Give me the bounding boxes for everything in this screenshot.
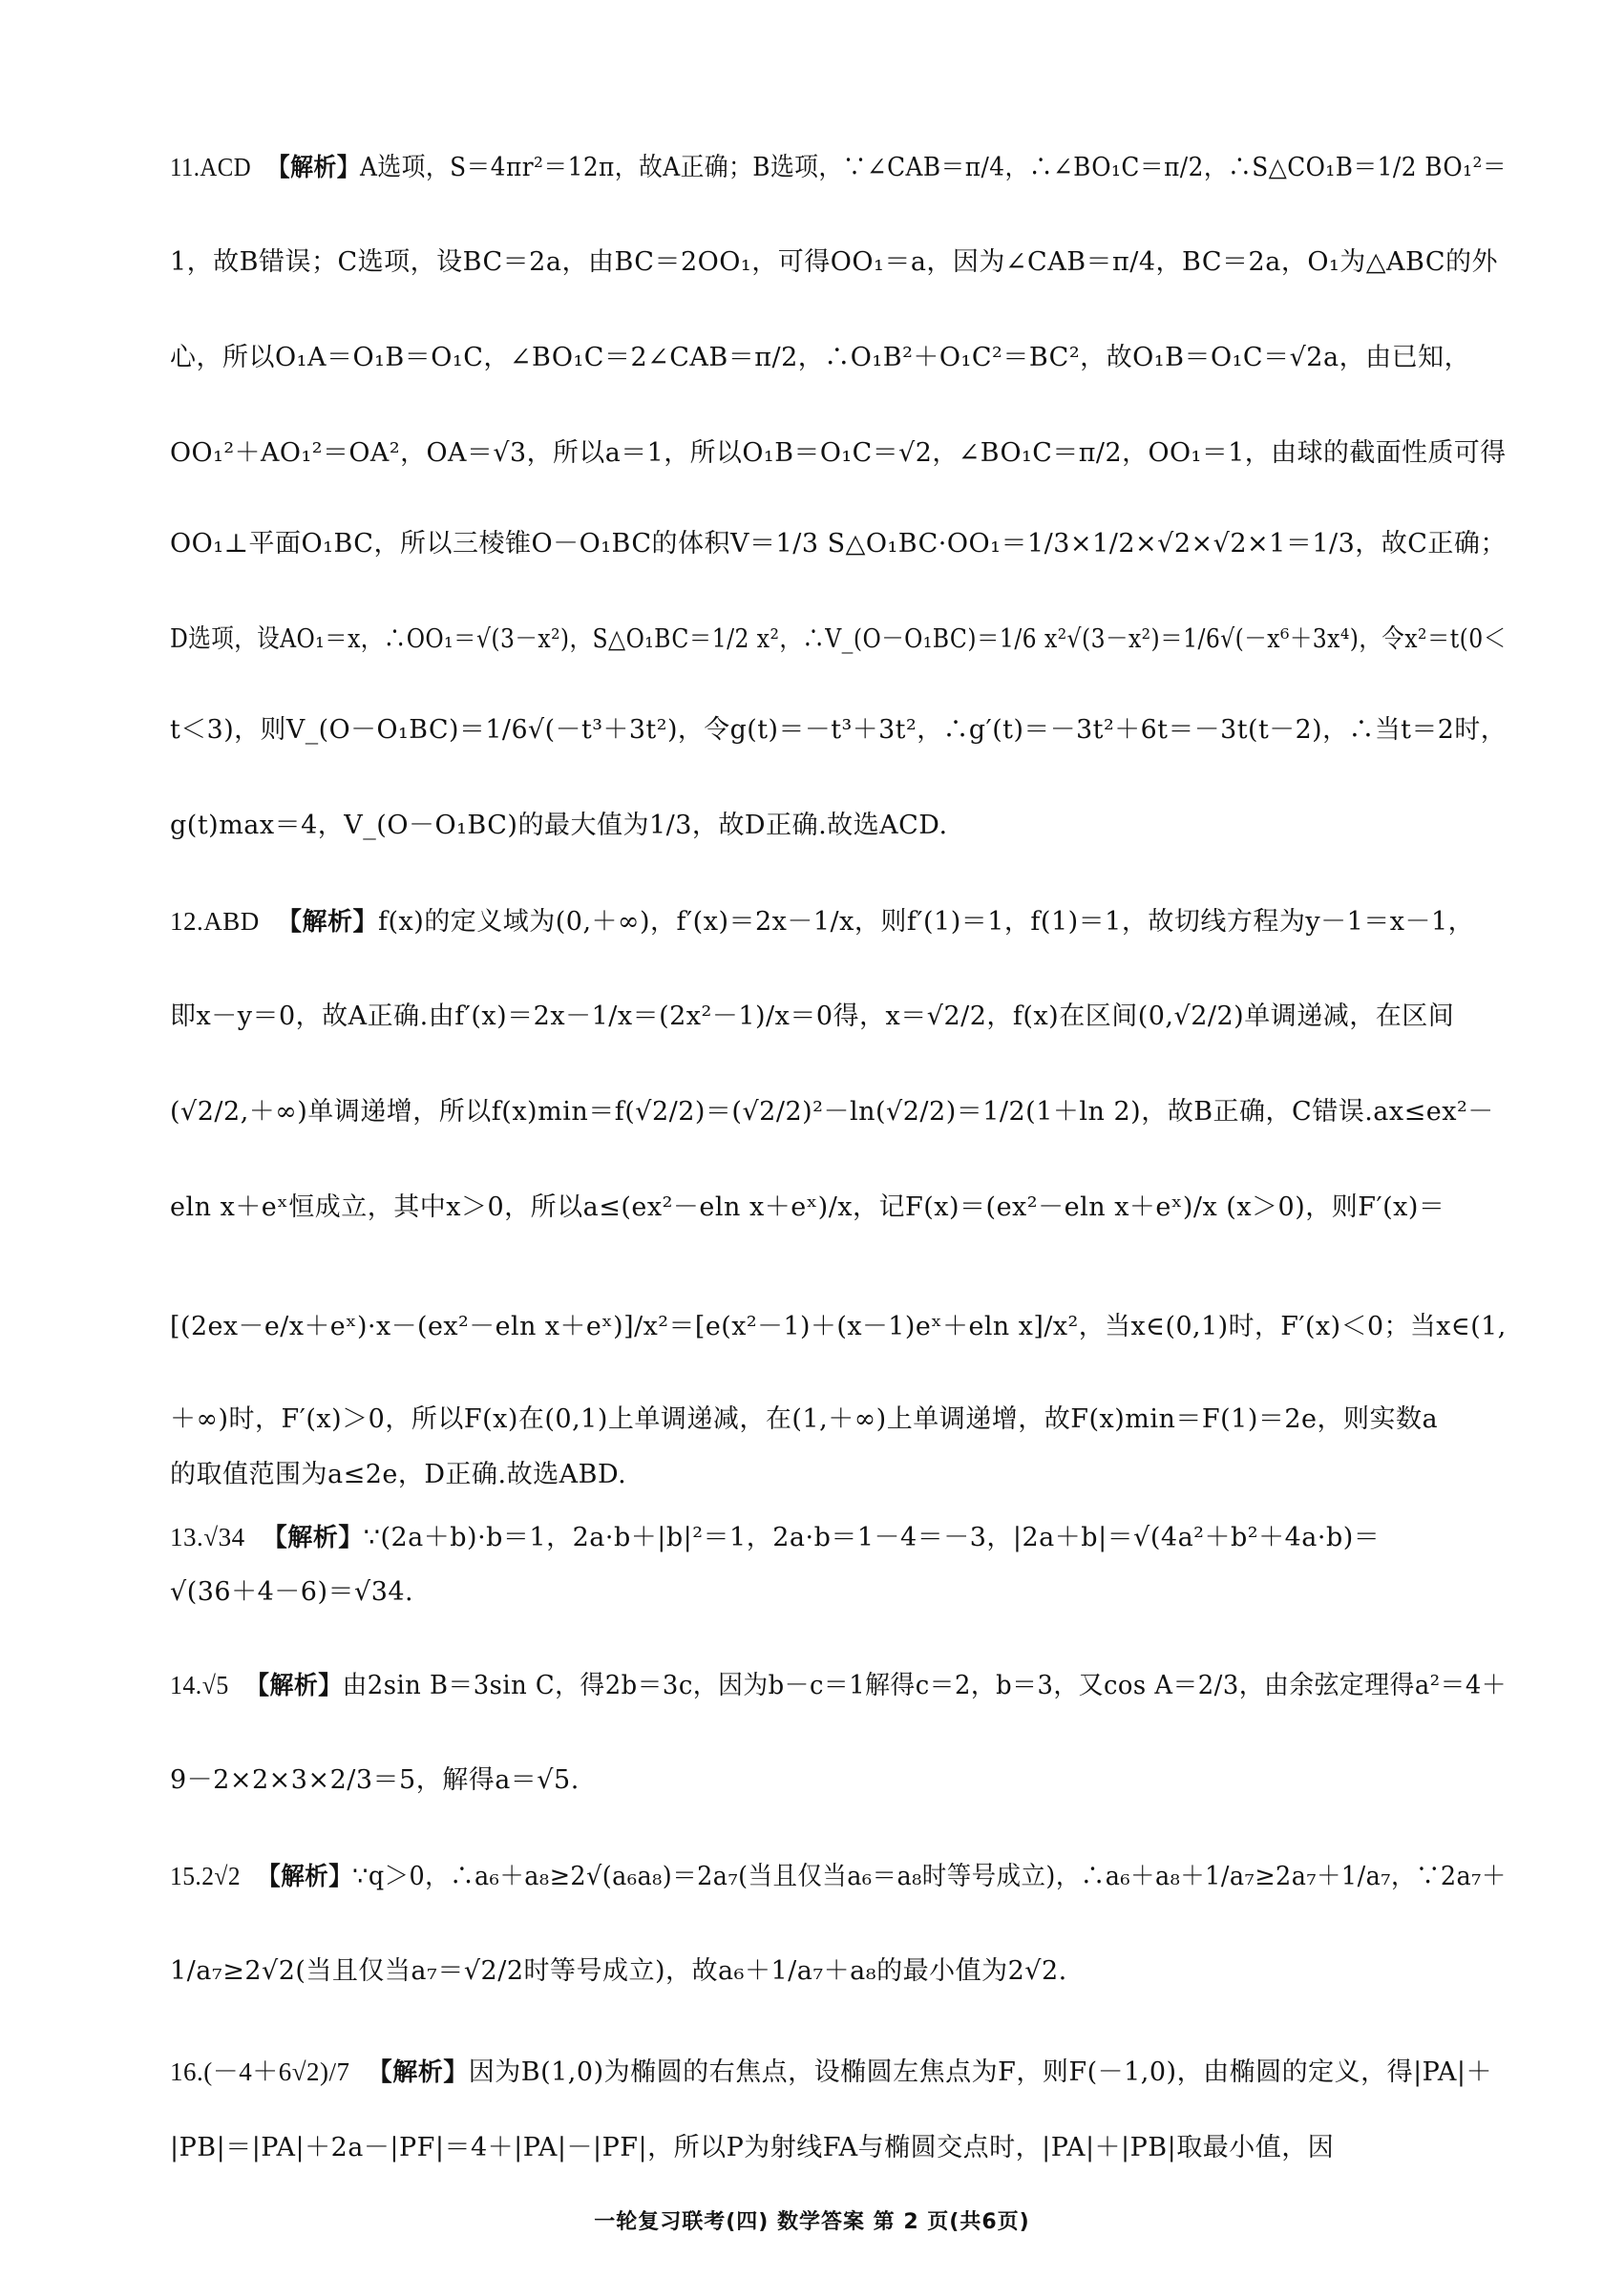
text-line: 9－2×2×3×2/3＝5，解得a＝√5. bbox=[170, 1765, 580, 1795]
text-line: OO₁²＋AO₁²＝OA²，OA＝√3，所以a＝1，所以O₁B＝O₁C＝√2，∠BO₁C＝π/2，OO₁＝1，由球的截面性质可得 bbox=[170, 438, 1507, 468]
text-line: 即x－y＝0，故A正确.由f′(x)＝2x－1/x＝(2x²－1)/x＝0得，x＝√2/2，f(x)在区间(0,√2/2)单调递减，在区间 bbox=[170, 1002, 1455, 1031]
text-line: ＋∞)时，F′(x)＞0，所以F(x)在(0,1)上单调递减，在(1,＋∞)上单调递增，故F(x)min＝F(1)＝2e，则实数a bbox=[170, 1404, 1439, 1434]
text-line: D选项，设AO₁＝x，∴OO₁＝√(3－x²)，S△O₁BC＝1/2 x²，∴V_(O－O₁BC)＝1/6 x²√(3－x²)＝1/6√(－x⁶＋3x⁴)，令x²＝t(0＜ bbox=[170, 624, 1507, 654]
page-footer: 一轮复习联考(四) 数学答案 第 2 页(共6页) bbox=[594, 2210, 1030, 2234]
text-line: 14.√5 【解析】由2sin B＝3sin C，得2b＝3c，因为b－c＝1解得c＝2，b＝3，又cos A＝2/3，由余弦定理得a²＝4＋ bbox=[170, 1671, 1508, 1700]
text-line: 1/a₇≥2√2(当且仅当a₇＝√2/2时等号成立)，故a₆＋1/a₇＋a₈的最小值为2√2. bbox=[170, 1956, 1067, 1986]
text-line: |PB|＝|PA|＋2a－|PF|＝4＋|PA|－|PF|，所以P为射线FA与椭圆交点时，|PA|＋|PB|取最小值，因 bbox=[170, 2133, 1335, 2162]
text-line: t＜3)，则V_(O－O₁BC)＝1/6√(－t³＋3t²)，令g(t)＝－t³＋3t²，∴g′(t)＝－3t²＋6t＝－3t(t－2)，∴当t＝2时， bbox=[170, 715, 1508, 745]
text-line: 16.(－4＋6√2)/7 【解析】因为B(1,0)为椭圆的右焦点，设椭圆左焦点为F，则F(－1,0)，由椭圆的定义，得|PA|＋ bbox=[170, 2057, 1492, 2087]
text-line: 12.ABD 【解析】f(x)的定义域为(0,＋∞)，f′(x)＝2x－1/x，则f′(1)＝1，f(1)＝1，故切线方程为y－1＝x－1， bbox=[170, 907, 1475, 937]
text-line: √(36＋4－6)＝√34. bbox=[170, 1577, 414, 1607]
text-line: eln x＋eˣ恒成立，其中x＞0，所以a≤(ex²－eln x＋eˣ)/x，记F(x)＝(ex²－eln x＋eˣ)/x (x＞0)，则F′(x)＝ bbox=[170, 1192, 1445, 1222]
text-line: 11.ACD 【解析】A选项，S＝4πr²＝12π，故A正确；B选项，∵∠CAB＝π/4，∴∠BO₁C＝π/2，∴S△CO₁B＝1/2 BO₁²＝ bbox=[170, 153, 1508, 182]
text-line: 15.2√2 【解析】∵q＞0，∴a₆＋a₈≥2√(a₆a₈)＝2a₇(当且仅当a₆＝a₈时等号成立)，∴a₆＋a₈＋1/a₇≥2a₇＋1/a₇，∵2a₇＋ bbox=[170, 1862, 1507, 1891]
text-line: g(t)max＝4，V_(O－O₁BC)的最大值为1/3，故D正确.故选ACD. bbox=[170, 811, 948, 840]
text-line: 13.√34 【解析】∵(2a＋b)·b＝1，2a·b＋|b|²＝1，2a·b＝1－4＝－3，|2a＋b|＝√(4a²＋b²＋4a·b)＝ bbox=[170, 1523, 1381, 1552]
text-line: 心，所以O₁A＝O₁B＝O₁C，∠BO₁C＝2∠CAB＝π/2，∴O₁B²＋O₁C²＝BC²，故O₁B＝O₁C＝√2a，由已知， bbox=[170, 343, 1471, 372]
text-line: 1，故B错误；C选项，设BC＝2a，由BC＝2OO₁，可得OO₁＝a，因为∠CAB＝π/4，BC＝2a，O₁为△ABC的外 bbox=[170, 247, 1499, 277]
text-line: OO₁⊥平面O₁BC，所以三棱锥O－O₁BC的体积V＝1/3 S△O₁BC·OO₁＝1/3×1/2×√2×√2×1＝1/3，故C正确； bbox=[170, 529, 1507, 559]
text-line: 的取值范围为a≤2e，D正确.故选ABD. bbox=[170, 1460, 627, 1489]
text-line: [(2ex－e/x＋eˣ)·x－(ex²－eln x＋eˣ)]/x²＝[e(x²－1)＋(x－1)eˣ＋eln x]/x²，当x∈(0,1)时，F′(x)＜0；当x∈(1, bbox=[170, 1312, 1507, 1341]
text-line: (√2/2,＋∞)单调递增，所以f(x)min＝f(√2/2)＝(√2/2)²－ln(√2/2)＝1/2(1＋ln 2)，故B正确，C错误.ax≤ex²－ bbox=[170, 1097, 1494, 1127]
